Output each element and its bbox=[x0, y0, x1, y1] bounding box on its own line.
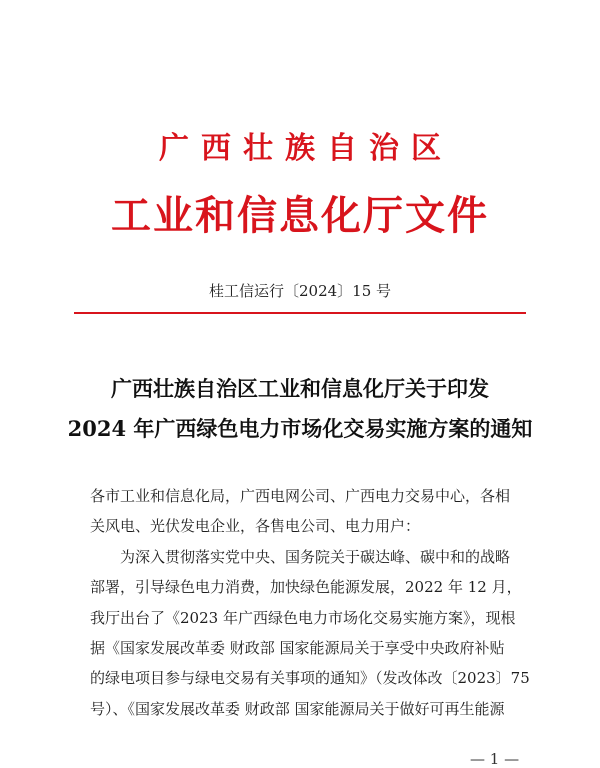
body-line-5: 我厅出台了《2023 年广西绿色电力市场化交易实施方案》，现根 bbox=[90, 608, 516, 627]
body-line-4: 部署，引导绿色电力消费，加快绿色能源发展，2022 年 12 月， bbox=[90, 578, 522, 597]
body-line-8: 号）、《国家发展改革委 财政部 国家能源局关于做好可再生能源 bbox=[90, 699, 505, 718]
body-line-7: 的绿电项目参与绿电交易有关事项的通知》（发改体改〔2023〕75 bbox=[90, 669, 530, 688]
title-line-1: 广西壮族自治区工业和信息化厅关于印发 bbox=[111, 376, 489, 401]
body-line-3: 为深入贯彻落实党中央、国务院关于碳达峰、碳中和的战略 bbox=[120, 547, 511, 566]
body-text bbox=[90, 481, 528, 724]
title-line-2: 2024 年广西绿色电力市场化交易实施方案的通知 bbox=[67, 416, 533, 441]
issuing-authority-line2: 工业和信息化厅文件 bbox=[111, 192, 489, 239]
issuing-authority-line1: 广西壮族自治区 bbox=[159, 131, 453, 166]
document-number: 桂工信运行〔2024〕15 号 bbox=[208, 282, 392, 300]
red-divider bbox=[74, 312, 526, 314]
page-number: — 1 — bbox=[470, 750, 520, 768]
body-line-2: 关风电、光伏发电企业，各售电公司、电力用户： bbox=[90, 517, 421, 536]
body-line-1: 各市工业和信息化局，广西电网公司、广西电力交易中心，各相 bbox=[90, 487, 511, 505]
body-line-6: 据《国家发展改革委 财政部 国家能源局关于享受中央政府补贴 bbox=[90, 638, 505, 657]
document-title bbox=[60, 369, 540, 449]
